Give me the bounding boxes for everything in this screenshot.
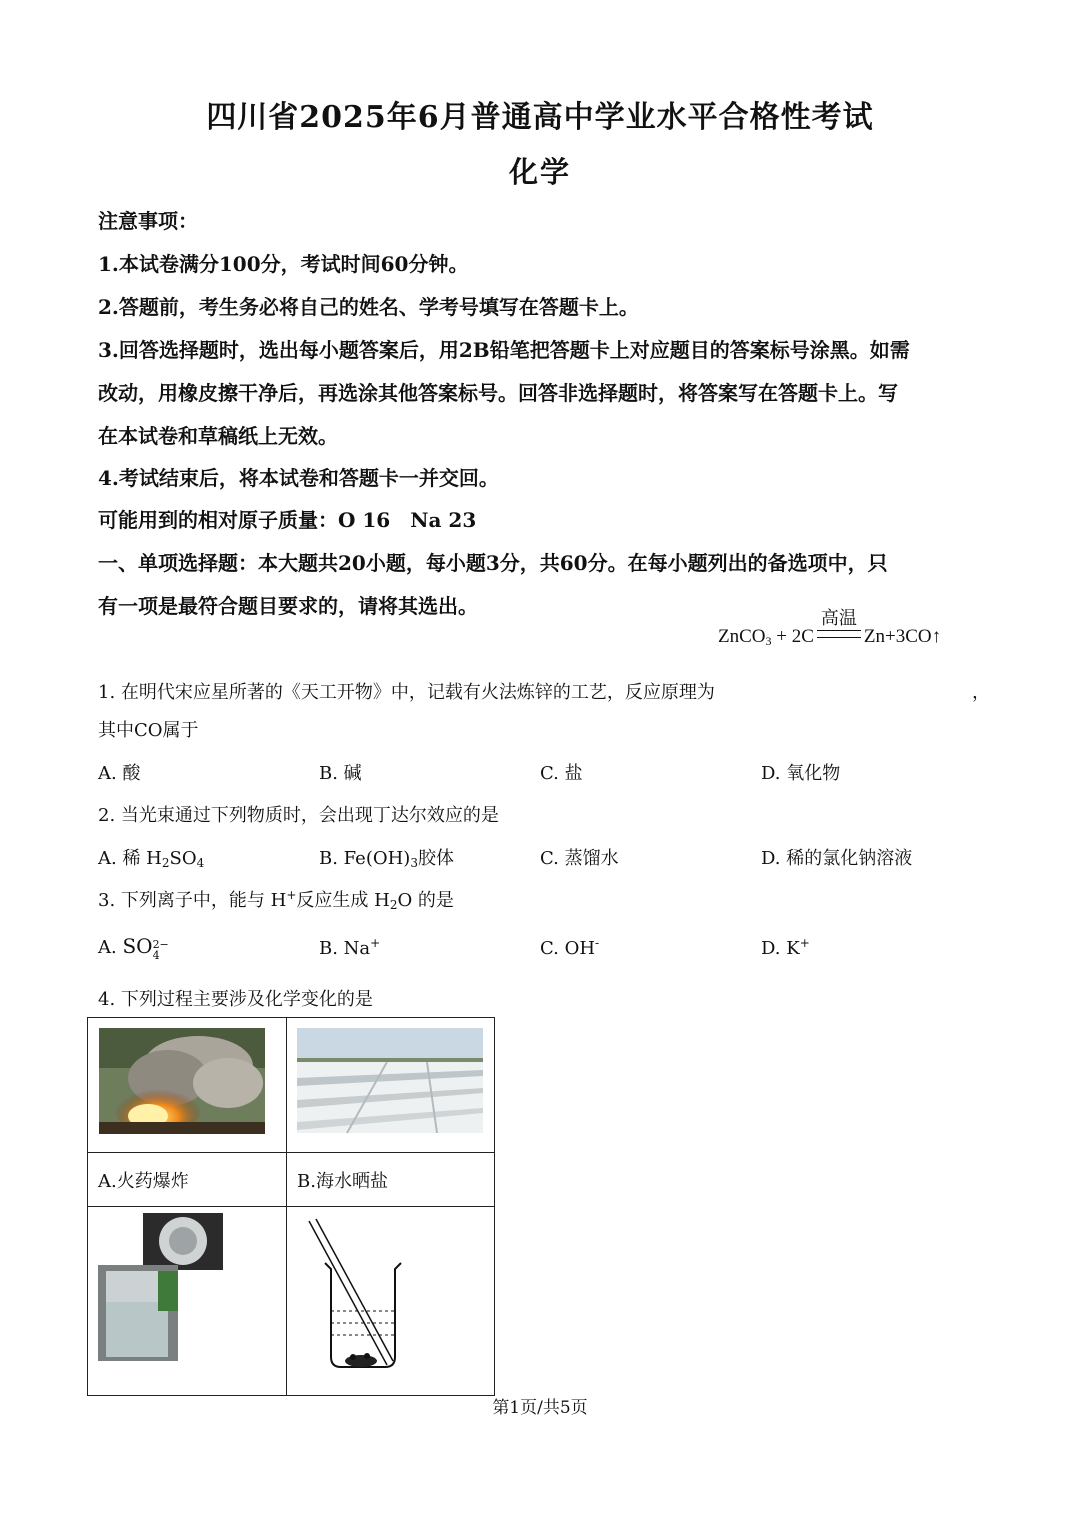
q3-option-d[interactable]: [761, 936, 810, 959]
q3-stem: [98, 886, 454, 912]
section-1-instructions-cont: 有一项是最符合题目要求的，请将其选出。: [98, 594, 478, 618]
q3-stem-sup: +: [286, 888, 297, 902]
eq-reactant-1: ZnCO: [718, 626, 766, 647]
q2-option-a-sub1: 2: [161, 856, 170, 870]
dissolving-beaker-photo: [88, 1207, 286, 1391]
q1-option-c[interactable]: C. 盐: [540, 763, 583, 784]
q3-option-c-sup: -: [595, 936, 600, 950]
q1-option-d[interactable]: D. 氧化物: [761, 763, 841, 784]
q1-stem-cont: 其中CO属于: [98, 720, 199, 741]
q3-stem-post: O 的是: [397, 890, 454, 911]
q3-option-d-text: D. K: [761, 938, 800, 959]
explosion-photo: [88, 1018, 286, 1148]
salt-pan-photo: [287, 1018, 494, 1148]
q2-option-d[interactable]: D. 稀的氯化钠溶液: [761, 848, 913, 869]
q4-options-table: [87, 1017, 495, 1396]
q3-option-c[interactable]: [540, 936, 599, 959]
q2-option-b-sub: 3: [410, 856, 418, 870]
q3-option-b[interactable]: [319, 936, 380, 959]
q3-option-b-sup: +: [370, 936, 381, 950]
eq-products: Zn+3CO↑: [863, 626, 942, 647]
notice-item-4: 4.考试结束后，将本试卷和答题卡一并交回。: [98, 466, 499, 490]
notice-item-3-end: 在本试卷和草稿纸上无效。: [98, 424, 338, 448]
q3-stem-sub: 2: [389, 898, 398, 912]
q1-comma: ，: [972, 682, 990, 703]
q3-option-b-text: B. Na: [319, 938, 371, 959]
eq-plus-carbon: + 2C: [771, 626, 814, 647]
q4-caption-a[interactable]: A.火药爆炸: [88, 1153, 287, 1207]
exam-subject: 化学: [508, 155, 571, 189]
q3-stem-mid: 反应生成 H: [296, 890, 390, 911]
q2-option-a-sub2: 4: [196, 856, 205, 870]
q3-option-a-sub: 4: [152, 949, 160, 962]
q1-option-b[interactable]: B. 碱: [319, 763, 362, 784]
q4-image-cell-b[interactable]: [287, 1018, 495, 1153]
q1-stem: 1. 在明代宋应星所著的《天工开物》中，记载有火法炼锌的工艺，反应原理为: [98, 682, 715, 703]
notice-item-3: 3.回答选择题时，选出每小题答案后，用2B铅笔把答题卡上对应题目的答案标号涂黑。如需: [98, 338, 910, 362]
q2-option-a-text: A. 稀 H: [98, 848, 162, 869]
notice-heading: 注意事项：: [98, 209, 198, 233]
q3-option-a-ion: SO: [122, 934, 153, 958]
q2-option-c[interactable]: C. 蒸馏水: [540, 848, 619, 869]
q3-option-d-sup: +: [799, 936, 810, 950]
eq-condition: [814, 608, 864, 648]
page-footer: 第1页/共5页: [492, 1398, 588, 1418]
q1-reaction-equation: [718, 608, 942, 649]
notice-item-3-cont: 改动，用橡皮擦干净后，再选涂其他答案标号。回答非选择题时，将答案写在答题卡上。写: [98, 381, 898, 405]
q4-image-cell-c[interactable]: [88, 1207, 287, 1396]
q3-option-a-charge: [153, 939, 169, 961]
q4-caption-b[interactable]: B.海水晒盐: [287, 1153, 495, 1207]
q2-stem: 2. 当光束通过下列物质时，会出现丁达尔效应的是: [98, 805, 499, 826]
q3-option-a[interactable]: [98, 934, 169, 961]
q2-option-b[interactable]: [319, 844, 454, 870]
notice-item-1: 1.本试卷满分100分，考试时间60分钟。: [98, 252, 469, 276]
q2-option-a-mid: SO: [169, 848, 197, 869]
eq-condition-label: 高温: [820, 608, 857, 628]
atomic-mass-line: 可能用到的相对原子质量：O 16 Na 23: [98, 508, 477, 532]
q2-option-b-text: B. Fe(OH): [319, 848, 411, 869]
exam-title: 四川省2025年6月普通高中学业水平合格性考试: [206, 100, 874, 135]
eq-reactant-1-subscript: 3: [765, 634, 772, 648]
q4-image-cell-a[interactable]: [88, 1018, 287, 1153]
q3-option-a-label: A.: [98, 937, 123, 958]
notice-item-2: 2.答题前，考生务必将自己的姓名、学考号填写在答题卡上。: [98, 295, 639, 319]
q4-stem: 4. 下列过程主要涉及化学变化的是: [98, 989, 373, 1010]
q3-stem-pre: 3. 下列离子中，能与 H: [98, 890, 287, 911]
q2-option-b-post: 胶体: [417, 848, 454, 869]
q1-option-a[interactable]: A. 酸: [98, 763, 141, 784]
q2-option-a[interactable]: [98, 844, 204, 870]
q3-option-c-text: C. OH: [540, 938, 596, 959]
beaker-diagram: [287, 1207, 494, 1391]
q3-option-a-sup: 2−: [152, 938, 169, 951]
section-1-instructions: 一、单项选择题：本大题共20小题，每小题3分，共60分。在每小题列出的备选项中，只: [98, 551, 888, 575]
eq-equals-sign: [817, 630, 861, 638]
q4-image-cell-d[interactable]: [287, 1207, 495, 1396]
